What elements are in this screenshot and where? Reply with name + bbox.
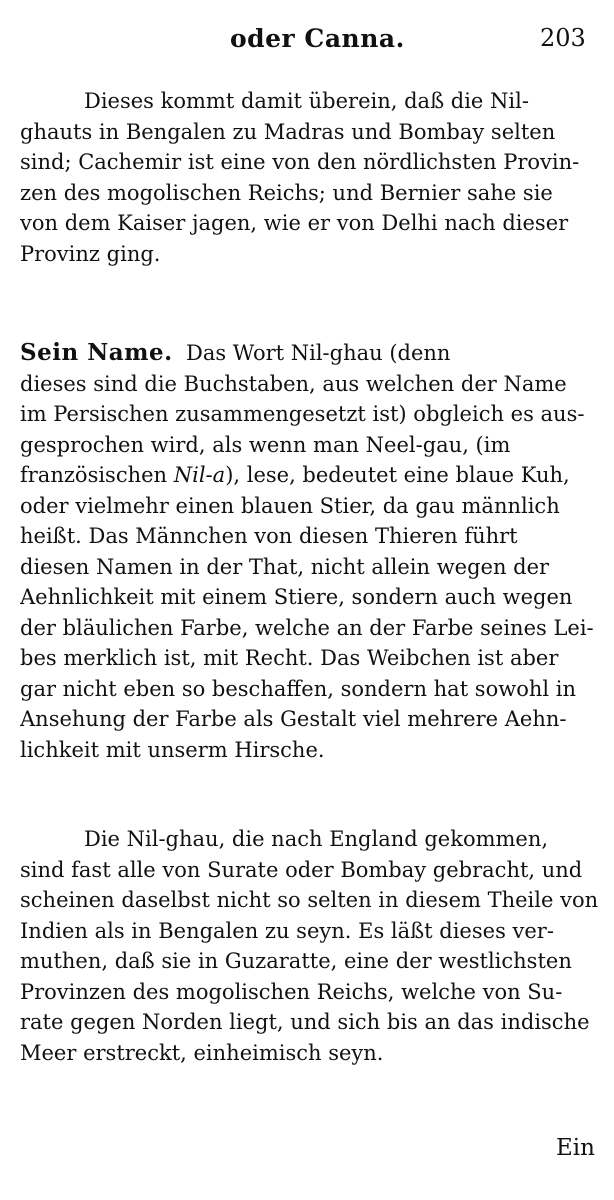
text-line — [20, 338, 598, 369]
text-line: ghauts in Bengalen zu Madras und Bombay selten — [20, 119, 556, 144]
text-line: Dieses kommt damit überein, daß die Nil- — [84, 89, 529, 113]
text-line: gesprochen wird, als wenn man Neel-gau, (im — [20, 432, 511, 457]
text-line: Die Nil-ghau, die nach England gekommen, — [84, 827, 549, 851]
running-head: oder Canna. — [230, 24, 405, 53]
text-line: Ansehung der Farbe als Gestalt viel mehrere Aehn- — [20, 707, 567, 731]
section-heading: Sein Name. — [20, 339, 173, 366]
text-line — [20, 460, 598, 491]
heading-line-rest: Das Wort Nil-ghau (denn — [185, 341, 451, 365]
french-term: Nil-a — [173, 463, 226, 487]
text-line: sind fast alle von Surate oder Bombay gebracht, und — [20, 857, 583, 882]
text-line: oder vielmehr einen blauen Stier, da gau männlich — [20, 493, 560, 518]
text-line: Indien als in Bengalen zu seyn. Es läßt dieses ver- — [20, 918, 554, 943]
text-line: rate gegen Norden liegt, und sich bis an das indische — [20, 1010, 590, 1034]
paragraph-3 — [20, 824, 598, 1068]
text-line: Provinz ging. — [20, 241, 161, 266]
text-line: muthen, daß sie in Guzaratte, eine der westlichsten — [20, 949, 572, 973]
text-line: scheinen daselbst nicht so selten in diesem Theile von — [20, 888, 598, 912]
text-line: im Persischen zusammengesetzt ist) obgleich es aus- — [20, 402, 585, 426]
text-line: von dem Kaiser jagen, wie er von Delhi nach dieser — [20, 211, 569, 235]
text-line: gar nicht eben so beschaffen, sondern hat sowohl in — [20, 676, 576, 701]
paragraph-1 — [20, 86, 598, 269]
text-line: Aehnlichkeit mit einem Stiere, sondern auch wegen — [20, 585, 573, 609]
text-line: sind; Cachemir ist eine von den nördlichsten Provin- — [20, 150, 580, 174]
page-header — [0, 18, 614, 58]
text-line: bes merklich ist, mit Recht. Das Weibchen ist aber — [20, 646, 559, 670]
text-line: der bläulichen Farbe, welche an der Farbe seines Lei- — [20, 615, 594, 640]
french-line-before: französischen — [20, 463, 174, 487]
text-line: Provinzen des mogolischen Reichs, welche von Su- — [20, 979, 563, 1004]
text-line: heißt. Das Männchen von diesen Thieren führt — [20, 524, 518, 548]
text-line: lichkeit mit unserm Hirsche. — [20, 737, 325, 762]
paragraph-2 — [20, 338, 598, 765]
text-line: zen des mogolischen Reichs; und Bernier sahe sie — [20, 180, 553, 205]
catchword: Ein — [556, 1135, 595, 1161]
page-number: 203 — [540, 24, 586, 52]
text-line: diesen Namen in der That, nicht allein wegen der — [20, 554, 550, 579]
text-line: dieses sind die Buchstaben, aus welchen der Name — [20, 371, 567, 396]
french-line-after: ), lese, bedeutet eine blaue Kuh, — [225, 463, 570, 487]
text-line: Meer erstreckt, einheimisch seyn. — [20, 1040, 384, 1065]
